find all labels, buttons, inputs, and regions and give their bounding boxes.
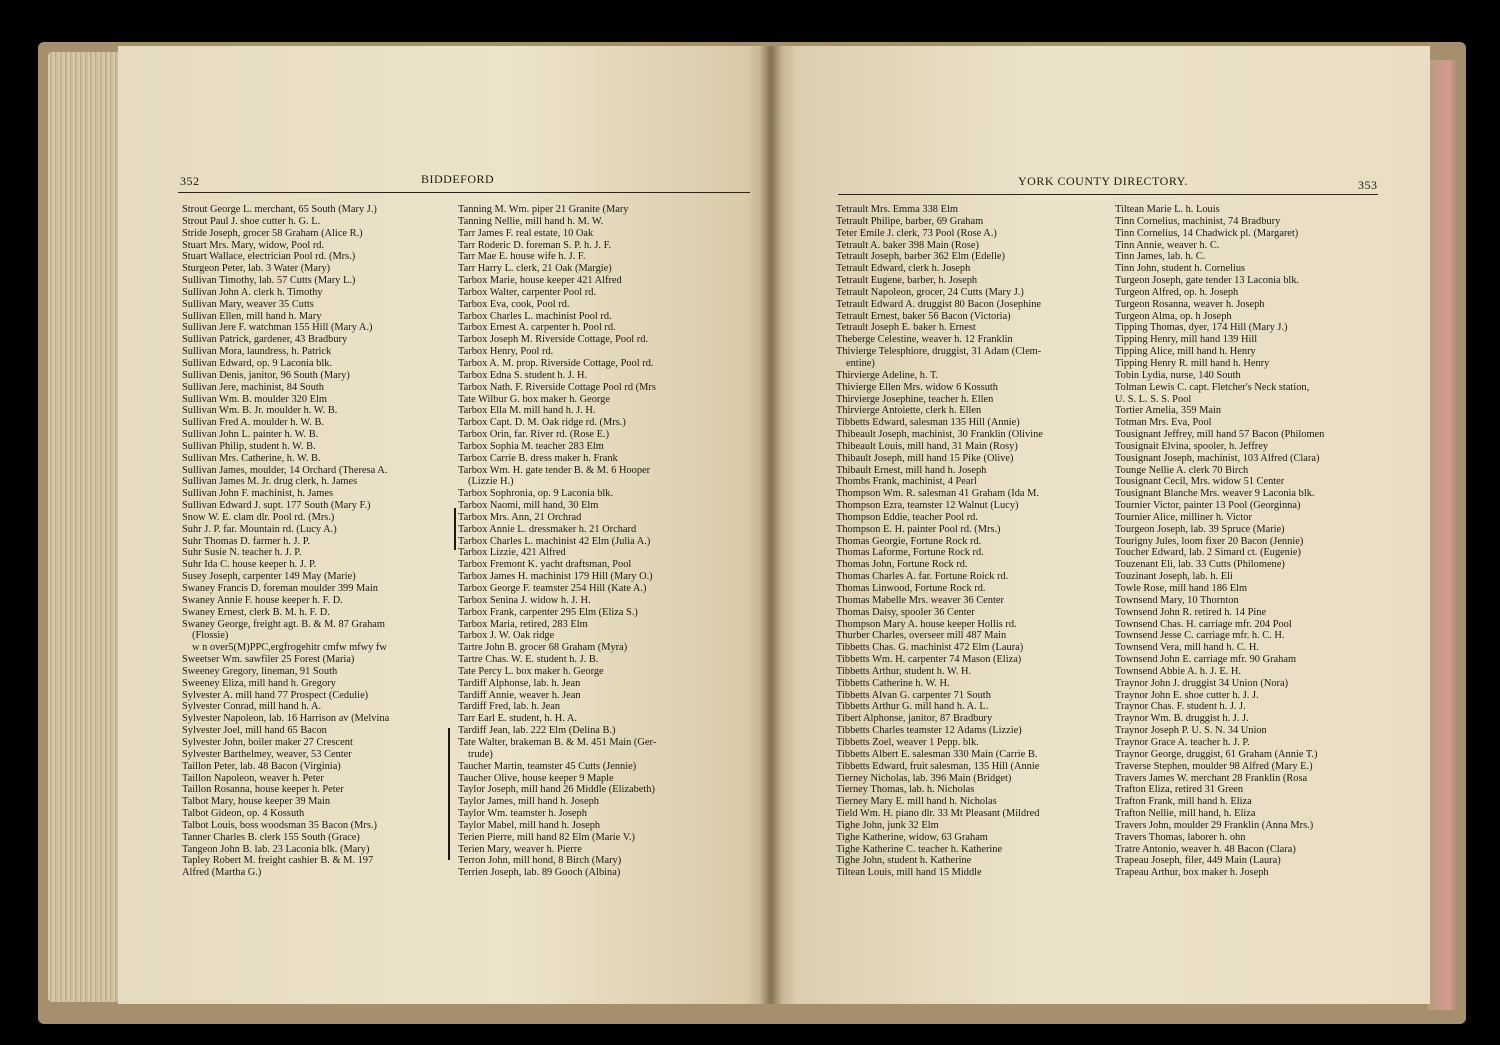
directory-entry: Suhr J. P. far. Mountain rd. (Lucy A.) [182,523,337,535]
directory-entry: Tarbox Lizzie, 421 Alfred [458,547,566,559]
directory-entry: Tetrault Philipe, barber, 69 Graham [836,215,984,227]
directory-entry: Tarbox Orin, far. River rd. (Rose E.) [458,429,610,441]
directory-entry: Taucher Olive, house keeper 9 Maple [458,772,614,784]
directory-entry: Townsend Mary, 10 Thornton [1115,594,1239,606]
directory-entry: Traynor Grace A. teacher h. J. P. [1115,736,1250,748]
directory-entry: Sullivan John F. machinist, h. James [182,488,333,500]
directory-entry: Suhr Ida C. house keeper h. J. P. [182,559,317,571]
directory-entry: Thomas Charles A. far. Fortune Roick rd. [836,571,1009,583]
directory-entry: Tetrault Mrs. Emma 338 Elm [836,204,958,215]
margin-mark [454,508,456,550]
directory-entry: Traynor Wm. B. druggist h. J. J. [1115,713,1249,725]
directory-entry: Tibbetts Alvan G. carpenter 71 South [836,689,991,701]
directory-entry: Trafton Frank, mill hand h. Eliza [1115,796,1252,808]
directory-entry: Tarbox J. W. Oak ridge [458,630,555,642]
directory-entry: Tetrault Ernest, baker 56 Bacon (Victoria) [836,310,1011,322]
directory-entry: (Lizzie H.) [468,476,514,488]
directory-entry: Tetrault Edward, clerk h. Joseph [836,263,971,275]
directory-entry: Talbot Louis, boss woodsman 35 Bacon (Mrs.) [182,819,377,831]
directory-entry: Thomas John, Fortune Rock rd. [836,559,968,571]
directory-entry: Tourgeon Joseph, lab. 39 Spruce (Marie) [1115,523,1285,535]
directory-entry: Taillon Peter, lab. 48 Bacon (Virginia) [182,760,341,772]
directory-entry: Traynor Joseph P. U. S. N. 34 Union [1115,725,1267,737]
directory-entry: entine) [846,357,875,369]
directory-entry: Tibbetts Chas. G. machinist 472 Elm (Laura) [836,642,1024,654]
directory-entry: Sullivan Jere, machinist, 84 South [182,381,324,393]
directory-entry: Thurber Charles, overseer mill 487 Main [836,630,1007,642]
directory-entry: Turgeon Rosanna, weaver h. Joseph [1115,298,1265,310]
directory-entry: Tanner Charles B. clerk 155 South (Grace) [182,831,360,843]
left-column-2 [458,204,748,879]
directory-entry: Townsend Chas. H. carriage mfr. 204 Pool [1115,618,1292,630]
directory-entry: Tousignant Blanche Mrs. weaver 9 Laconia blk. [1115,488,1315,500]
directory-entry: Sullivan Patrick, gardener, 43 Bradbury [182,334,348,346]
directory-entry: Toucher Edward, lab. 2 Simard ct. (Eugenie) [1115,547,1301,559]
directory-entry: Tarbox Frank, carpenter 295 Elm (Eliza S.) [458,606,638,618]
directory-entry: Tibbetts Wm. H. carpenter 74 Mason (Eliza) [836,654,1022,666]
directory-entry: Townsend Abbie A. h. J. E. H. [1115,665,1241,677]
directory-entry: Turgeon Alfred, op. h. Joseph [1115,286,1239,298]
directory-entry: Tibbetts Zoel, weaver 1 Pepp. blk. [836,736,979,748]
directory-entry: Tarbox Charles L. machinist 42 Elm (Julia A.) [458,535,651,547]
directory-entry: Thombs Frank, machinist, 4 Pearl [836,476,977,488]
directory-entry: Sweetser Wm. sawfiler 25 Forest (Maria) [182,654,355,666]
directory-entry: Tarr James F. real estate, 10 Oak [458,227,594,239]
directory-entry: Swaney Francis D. foreman moulder 399 Main [182,583,378,594]
directory-entry: Taylor Joseph, mill hand 26 Middle (Elizabeth) [458,784,655,796]
directory-entry: Sweeney Gregory, lineman, 91 South [182,665,338,677]
directory-entry: Thirvierge Antoiette, clerk h. Ellen [836,405,982,417]
directory-entry: Trapeau Arthur, box maker h. Joseph [1115,867,1269,879]
directory-entry: Sylvester John, boiler maker 27 Crescent [182,736,353,748]
directory-entry: Thivierge Ellen Mrs. widow 6 Kossuth [836,381,999,393]
directory-entry: Teter Emile J. clerk, 73 Pool (Rose A.) [836,227,997,239]
directory-entry: Alfred (Martha G.) [182,867,262,879]
directory-entry: Tarbox Marie, house keeper 421 Alfred [458,275,622,287]
directory-entry: Thompson Wm. R. salesman 41 Graham (Ida M. [836,488,1039,500]
directory-entry: Terien Mary, weaver h. Pierre [458,843,582,855]
right-page [772,46,1430,1004]
directory-entry: Tournier Alice, milliner h. Victor [1115,511,1252,523]
directory-entry: Thirvierge Josephine, teacher h. Ellen [836,393,994,405]
left-column-1 [182,204,456,879]
directory-entry: Tarr Harry L. clerk, 21 Oak (Margie) [458,263,612,275]
running-head-right: YORK COUNTY DIRECTORY. [1018,174,1188,188]
directory-entry: Thirvierge Adeline, h. T. [836,369,939,381]
directory-entry: Tortier Amelia, 359 Main [1115,405,1222,417]
directory-entry: Tate Wilbur G. box maker h. George [458,393,610,405]
directory-entry: Tarbox Naomi, mill hand, 30 Elm [458,500,599,512]
directory-entry: Tarbox Capt. D. M. Oak ridge rd. (Mrs.) [458,417,626,429]
directory-entry: Tobin Lydia, nurse, 140 South [1115,369,1241,381]
directory-entry: Tarbox A. M. prop. Riverside Cottage, Pool rd. [458,357,654,369]
directory-entry: Sylvester Joel, mill hand 65 Bacon [182,725,327,737]
directory-entry: Tarbox Walter, carpenter Pool rd. [458,286,597,298]
right-column-1 [836,204,1112,879]
directory-entry: Swaney Annie F. house keeper h. F. D. [182,594,343,606]
directory-entry: Thomas Georgie, Fortune Rock rd. [836,535,982,547]
directory-entry: Stride Joseph, grocer 58 Graham (Alice R.) [182,227,363,239]
directory-entry: Traverse Stephen, moulder 98 Alfred (Mary E.) [1115,760,1313,772]
directory-entry: Thompson Mary A. house keeper Hollis rd. [836,618,1017,630]
directory-entry: Tate Percy L. box maker h. George [458,665,604,677]
directory-entry: Thivierge Telesphiore, druggist, 31 Adam (Clem- [836,346,1042,358]
directory-entry: Touzinant Joseph, lab. h. Eli [1115,571,1233,583]
directory-entry: Tierney Thomas, lab. h. Nicholas [836,784,975,796]
directory-entry: Tarbox Maria, retired, 283 Elm [458,618,588,630]
directory-entry: Tarbox Sophia M. teacher 283 Elm [458,440,604,452]
directory-entry: Tarbox Fremont K. yacht draftsman, Pool [458,559,632,571]
directory-entry: Tetrault Napoleon, grocer, 24 Cutts (Mary J.) [836,286,1024,298]
directory-entry: Sullivan John L. painter h. W. B. [182,429,319,441]
directory-entry: Tarbox Eva, cook, Pool rd. [458,298,570,310]
directory-entry: Thompson Eddie, teacher Pool rd. [836,511,978,523]
directory-entry: Sullivan Edward J. supt. 177 South (Mary F.) [182,500,371,512]
directory-entry: Sullivan Jere F. watchman 155 Hill (Mary A.) [182,322,373,334]
directory-entry: Stuart Mrs. Mary, widow, Pool rd. [182,239,325,251]
directory-entry: Taillon Rosanna, house keeper h. Peter [182,784,344,796]
directory-entry: Sylvester Conrad, mill hand h. A. [182,701,322,713]
directory-entry: Travers John, moulder 29 Franklin (Anna Mrs.) [1115,819,1314,831]
directory-entry: Tousignant Jeffrey, mill hand 57 Bacon (Philomen [1115,429,1325,441]
directory-entry: Thomas Laforme, Fortune Rock rd. [836,547,984,559]
directory-entry: Tanning M. Wm. piper 21 Granite (Mary [458,204,629,215]
directory-entry: Strout Paul J. shoe cutter h. G. L. [182,215,321,227]
directory-entry: Tighe Katherine C. teacher h. Katherine [836,843,1003,855]
directory-entry: Tibbetts Edward, fruit salesman, 135 Hill (Annie [836,760,1040,772]
book-edge-right [1428,60,1458,1010]
directory-entry: Tield Wm. H. piano dlr. 33 Mt Pleasant (Mildred [836,808,1040,820]
directory-entry: Sturgeon Peter, lab. 3 Water (Mary) [182,263,331,275]
directory-entry: Tibbetts Edward, salesman 135 Hill (Annie) [836,417,1020,429]
directory-entry: Tibbetts Arthur, student h. W. H. [836,665,972,677]
directory-entry: Sullivan James, moulder, 14 Orchard (Theresa A. [182,464,388,476]
directory-entry: Sullivan Ellen, mill hand h. Mary [182,310,322,322]
directory-entry: Swaney Ernest, clerk B. M. h. F. D. [182,606,330,618]
directory-entry: Tiltean Marie L. h. Louis [1115,204,1220,215]
directory-entry: Tanning Nellie, mill hand h. M. W. [458,215,604,227]
directory-entry: Tapley Robert M. freight cashier B. & M. 197 [182,855,374,867]
directory-entry: Sullivan Denis, janitor, 96 South (Mary) [182,369,350,381]
directory-entry: Sweeney Eliza, mill hand h. Gregory [182,677,336,689]
directory-entry: Tetrault A. baker 398 Main (Rose) [836,239,979,251]
directory-entry: Tarbox Mrs. Ann, 21 Orchrad [458,511,582,523]
directory-entry: Tibbetts Arthur G. mill hand h. A. L. [836,701,989,713]
directory-entry: Sullivan John A. clerk h. Timothy [182,286,323,298]
directory-entry: Tibbetts Charles teamster 12 Adams (Lizzie) [836,725,1022,737]
directory-entry: trude) [468,748,493,760]
directory-entry: Sullivan Mary, weaver 35 Cutts [182,298,314,310]
directory-entry: Tarbox Joseph M. Riverside Cottage, Pool rd. [458,334,649,346]
directory-entry: Sullivan Timothy, lab. 57 Cutts (Mary L.) [182,275,356,287]
directory-entry: Tolman Lewis C. capt. Fletcher's Neck station, [1115,381,1310,393]
directory-entry: Townsend John E. carriage mfr. 90 Graham [1115,654,1297,666]
directory-entry: Tibbetts Albert E. salesman 330 Main (Carrie B. [836,748,1038,760]
running-head-left: BIDDEFORD [421,172,495,186]
directory-entry: Townsend Vera, mill hand h. C. H. [1115,642,1259,654]
page-edges [48,52,122,1002]
directory-entry: Tarr Mae E. house wife h. J. F. [458,251,586,263]
directory-entry: Thompson Ezra, teamster 12 Walnut (Lucy) [836,500,1019,512]
directory-entry: Tangeon John B. lab. 23 Laconia blk. (Mary) [182,843,370,855]
directory-entry: Sylvester Barthelmey, weaver, 53 Center [182,748,352,760]
directory-entry: Thibeault Joseph, machinist, 30 Franklin (Olivine [836,429,1043,441]
directory-entry: U. S. L. S. S. Pool [1115,393,1192,405]
directory-entry: Townsend Jesse C. carriage mfr. h. C. H. [1115,630,1285,642]
directory-entry: Travers Thomas, laborer h. ohn [1115,831,1246,843]
directory-entry: Tinn Cornelius, 14 Chadwick pl. (Margaret) [1115,227,1299,239]
page-number-left: 352 [180,174,200,188]
directory-entry: Tiltean Louis, mill hand 15 Middle [836,867,982,879]
directory-entry: Tetrault Joseph E. baker h. Ernest [836,322,976,334]
directory-entry: Terrien Joseph, lab. 89 Gooch (Albina) [458,867,621,879]
directory-entry: w n over5(M)PPC,ergfrogehitr cmfw mfwy fw [192,642,387,654]
header-rule-left [178,192,750,193]
directory-entry: Turgeon Alma, op. h Joseph [1115,310,1232,322]
directory-entry: Tarbox Annie L. dressmaker h. 21 Orchard [458,523,637,535]
directory-entry: Thomas Linwood, Fortune Rock rd. [836,583,986,594]
directory-entry: Tournier Victor, painter 13 Pool (Georginna) [1115,500,1301,512]
directory-entry: Taylor Mabel, mill hand h. Joseph [458,819,601,831]
directory-entry: Touzenant Eli, lab. 33 Cutts (Philomene) [1115,559,1285,571]
directory-entry: Tratre Antonio, weaver h. 48 Bacon (Clara) [1115,843,1296,855]
directory-entry: Tierney Nicholas, lab. 396 Main (Bridget) [836,772,1012,784]
right-column-2 [1115,204,1385,879]
directory-entry: Sullivan Fred A. moulder h. W. B. [182,417,325,429]
directory-entry: Tardiff Alphonse, lab. h. Jean [458,677,581,689]
directory-entry: Sullivan Wm. B. moulder 320 Elm [182,393,327,405]
directory-entry: Tipping Henry R. mill hand h. Henry [1115,357,1270,369]
directory-entry: Tarbox George F. teamster 254 Hill (Kate A.) [458,583,647,594]
directory-entry: Taylor James, mill hand h. Joseph [458,796,599,808]
directory-entry: Traynor George, druggist, 61 Graham (Annie T.) [1115,748,1318,760]
directory-entry: Tinn James, lab. h. C. [1115,251,1206,263]
directory-entry: Tighe John, student h. Katherine [836,855,972,867]
directory-entry: Sullivan James M. Jr. drug clerk, h. James [182,476,358,488]
directory-entry: Thomas Daisy, spooler 36 Center [836,606,975,618]
directory-entry: Tousignant Cecil, Mrs. widow 51 Center [1115,476,1285,488]
directory-entry: Trapeau Joseph, filer, 449 Main (Laura) [1115,855,1281,867]
directory-entry: Thompson E. H. painter Pool rd. (Mrs.) [836,523,1001,535]
directory-entry: Susey Joseph, carpenter 149 May (Marie) [182,571,356,583]
directory-entry: Tarbox Charles L. machinist Pool rd. [458,310,612,322]
directory-entry: (Flossie) [192,630,229,642]
directory-entry: Tipping Alice, mill hand h. Henry [1115,346,1256,358]
book-gutter [760,46,782,1004]
directory-entry: Tetrault Edward A. druggist 80 Bacon (Josephine [836,298,1042,310]
directory-entry: Tarbox Edna S. student h. J. H. [458,369,588,381]
directory-entry: Tousignait Elvina, spooler, h. Jeffrey [1115,440,1269,452]
directory-entry: Sullivan Mora, laundress, h. Patrick [182,346,332,358]
directory-entry: Sylvester Napoleon, lab. 16 Harrison av (Melvina [182,713,390,725]
directory-entry: Sullivan Wm. B. Jr. moulder h. W. B. [182,405,338,417]
directory-entry: Tarbox Sophronia, op. 9 Laconia blk. [458,488,614,500]
directory-entry: Terron John, mill hond, 8 Birch (Mary) [458,855,622,867]
directory-entry: Traynor John E. shoe cutter h. J. J. [1115,689,1259,701]
directory-entry: Tartre Chas. W. E. student h. J. B. [458,654,599,666]
directory-entry: Tourigny Jules, loom fixer 20 Bacon (Jennie) [1115,535,1304,547]
directory-entry: Tighe Katherine, widow, 63 Graham [836,831,988,843]
directory-entry: Taucher Martin, teamster 45 Cutts (Jennie) [458,760,637,772]
directory-entry: Tipping Thomas, dyer, 174 Hill (Mary J.) [1115,322,1288,334]
directory-entry: Tounge Nellie A. clerk 70 Birch [1115,464,1249,476]
directory-entry: Suhr Susie N. teacher h. J. P. [182,547,302,559]
directory-entry: Tarbox Carrie B. dress maker h. Frank [458,452,618,464]
directory-entry: Sullivan Edward, op. 9 Laconia blk. [182,357,333,369]
directory-entry: Tinn John, student h. Cornelius [1115,263,1246,275]
directory-entry: Strout George L. merchant, 65 South (Mary J.) [182,204,377,215]
directory-entry: Tarbox Wm. H. gate tender B. & M. 6 Hooper [458,464,651,476]
directory-entry: Thomas Mabelle Mrs. weaver 36 Center [836,594,1004,606]
page-number-right: 353 [1358,178,1378,192]
directory-entry: Towle Rose, mill hand 186 Elm [1115,583,1248,594]
directory-entry: Tardiff Jean, lab. 222 Elm (Delina B.) [458,725,616,737]
directory-entry: Tighe John, junk 32 Elm [836,819,939,831]
directory-entry: Swaney George, freight agt. B. & M. 87 Graham [182,618,385,630]
directory-entry: Thibault Ernest, mill hand h. Joseph [836,464,987,476]
directory-entry: Taillon Napoleon, weaver h. Peter [182,772,324,784]
directory-entry: Traynor Chas. F. student h. J. J. [1115,701,1246,713]
directory-entry: Tetrault Joseph, barber 362 Elm (Edelle) [836,251,1005,263]
directory-entry: Tarbox Ernest A. carpenter h. Pool rd. [458,322,616,334]
directory-entry: Terien Pierre, mill hand 82 Elm (Marie V.) [458,831,635,843]
directory-entry: Suhr Thomas D. farmer h. J. P. [182,535,310,547]
directory-entry: Tate Walter, brakeman B. & M. 451 Main (Ger- [458,736,657,748]
directory-entry: Tipping Henry, mill hand 139 Hill [1115,334,1258,346]
directory-entry: Traynor John J. druggist 34 Union (Nora) [1115,677,1289,689]
directory-entry: Stuart Wallace, electrician Pool rd. (Mrs.) [182,251,356,263]
directory-entry: Sullivan Mrs. Catherine, h. W. B. [182,452,321,464]
directory-entry: Tardiff Annie, weaver h. Jean [458,689,581,701]
directory-entry: Thibeault Louis, mill hand, 31 Main (Rosy) [836,440,1018,452]
directory-entry: Thibault Joseph, mill hand 15 Pike (Olive) [836,452,1014,464]
directory-entry: Townsend John R. retired h. 14 Pine [1115,606,1267,618]
directory-entry: Tarr Earl E. student, h. H. A. [458,713,578,725]
header-rule-right [838,194,1378,195]
directory-entry: Tarr Roderic D. foreman S. P. h. J. F. [458,239,612,251]
directory-entry: Tartre John B. grocer 68 Graham (Myra) [458,642,628,654]
directory-entry: Tibbetts Catherine h. W. H. [836,677,950,689]
directory-entry: Talbot Gideon, op. 4 Kossuth [182,808,305,820]
directory-entry: Turgeon Joseph, gate tender 13 Laconia blk. [1115,275,1300,287]
directory-entry: Tardiff Fred, lab. h. Jean [458,701,561,713]
directory-entry: Taylor Wm. teamster h. Joseph [458,808,587,820]
directory-entry: Sullivan Philip, student h. W. B. [182,440,316,452]
directory-entry: Tarbox Senina J. widow h. J. H. [458,594,591,606]
directory-entry: Tarbox James H. machinist 179 Hill (Mary O.) [458,571,653,583]
margin-mark [448,728,450,860]
directory-entry: Tinn Cornelius, machinist, 74 Bradbury [1115,215,1281,227]
directory-entry: Tinn Annie, weaver h. C. [1115,239,1220,251]
directory-entry: Theberge Celestine, weaver h. 12 Franklin [836,334,1013,346]
directory-entry: Totman Mrs. Eva, Pool [1115,417,1212,429]
directory-entry: Sylvester A. mill hand 77 Prospect (Cedulie) [182,689,369,701]
directory-entry: Tierney Mary E. mill hand h. Nicholas [836,796,997,808]
left-page [118,46,772,1004]
directory-entry: Tarbox Henry, Pool rd. [458,346,554,358]
directory-entry: Tibert Alphonse, janitor, 87 Bradbury [836,713,993,725]
directory-entry: Trafton Nellie, mill hand, h. Eliza [1115,808,1256,820]
directory-entry: Tousignant Joseph, machinist, 103 Alfred (Clara) [1115,452,1320,464]
directory-entry: Travers James W. merchant 28 Franklin (Rosa [1115,772,1308,784]
directory-entry: Talbot Mary, house keeper 39 Main [182,796,331,808]
directory-entry: Snow W. E. clam dlr. Pool rd. (Mrs.) [182,511,335,523]
directory-entry: Trafton Eliza, retired 31 Green [1115,784,1244,796]
directory-entry: Tarbox Nath. F. Riverside Cottage Pool rd (Mrs [458,381,656,393]
directory-entry: Tetrault Eugene, barber, h. Joseph [836,275,978,287]
directory-entry: Tarbox Ella M. mill hand h. J. H. [458,405,596,417]
